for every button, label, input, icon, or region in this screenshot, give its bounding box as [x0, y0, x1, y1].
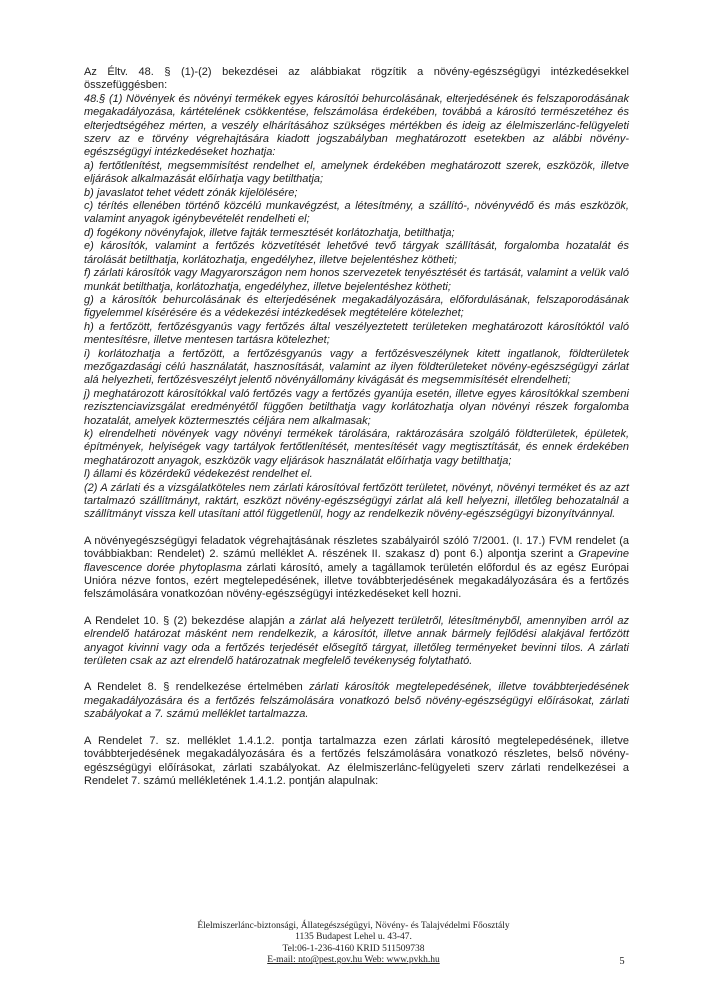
footer-address: 1135 Budapest Lehel u. 43-47. [295, 932, 412, 943]
paragraph [84, 160, 629, 187]
paragraph [84, 294, 629, 321]
footer-department: Élelmiszerlánc-biztonsági, Állategészségügyi, Növény- és Talajvédelmi Főosztály [197, 921, 510, 931]
text-run: Grapevine flavescence dorée phytoplasma [84, 548, 629, 574]
text-run: h) a fertőzött, fertőzésgyanús vagy fertőzés által veszélyeztetett területeken meghatározott károsítóktól való mentesítésre, illetve mentesen tartásra kötelezhet; [84, 320, 629, 347]
text-run: zárlati károsító, amely a tagállamok területén előfordul és az egész Európai Unióra nézve fontos, ezért megtelepedésének, illetve továbbterjedésének megakadályozására és a fertőzés felszámolására vonatkozóan növény-egészségügyi intézkedéseket kell hozni. [84, 561, 629, 601]
text-run: j) meghatározott károsítókkal való fertőzés vagy a fertőzés gyanúja esetén, illetve egyes károsítókkal szembeni rezisztenciavizsgálat eredményétől függően betilthatja vagy korlátozhatja olyan növényi részek forgalomba hozatalát, amelyek köztermesztés céljára nem alkalmasak; [84, 387, 629, 427]
paragraph [84, 535, 629, 602]
paragraph [84, 482, 629, 522]
paragraph [84, 681, 629, 721]
paragraph [84, 348, 629, 388]
text-run: a zárlat alá helyezett területről, létesítményből, amennyiben arról az elrendelő határozat másként nem rendelkezik, a károsítót, illetve annak bármely fejlődési alakjával fertőzött anyagot kivinni vagy oda a fertőzés terjedését elősegítő tárgyat, illetőleg terményeket bevinni tilos. A zárlati területen csak az azt elrendelő határozatnak megfelelő tevékenység folytatható. [84, 614, 629, 668]
text-run: c) térítés ellenében történő közcélú munkavégzést, a létesítmény, a szállító-, növényvédő és más eszközök, valamint anyagok igénybevételét rendelheti el; [84, 200, 629, 226]
page-footer [0, 921, 707, 967]
paragraph [84, 735, 629, 789]
page-number: 5 [619, 956, 625, 967]
paragraph [84, 227, 629, 240]
text-run: d) fogékony növényfajok, illetve fajták termesztését korlátozhatja, betilthatja; [84, 226, 455, 239]
paragraph [84, 240, 629, 267]
text-run: g) a károsítók behurcolásának és elterjedésének megakadályozására, előfordulásának, felszaporodásának figyelemmel kísérésére és a védekezési intézkedések megtételére kötelezhet; [84, 293, 629, 320]
paragraph [84, 388, 629, 428]
text-run: A Rendelet 7. sz. melléklet 1.4.1.2. pontja tartalmazza ezen zárlati károsító megtelepedésének, illetve továbbterjedésének megakadályozására és a fertőzés felszámolására vonatkozó részletes, belső növény-egészségügyi előírásokat, zárlati szabályokat. Az élelmiszerlánc-felügyeleti szerv zárlati rendelkezései a Rendelet 7. számú mellékletének 1.4.1.2. pontján alapulnak: [84, 734, 629, 787]
text-run: 48.§ (1) Növények és növényi termékek egyes károsítói behurcolásának, elterjedésének és felszaporodásának megakadályozása, kártételének csökkentése, felszámolása érdekében, továbbá a károsító természetéhez és elterjedtségéhez mérten, a veszély elhárításához szükséges mértékben és ideig az élelmiszerlánc-felügyeleti szerv az e törvény végrehajtására kiadott jogszabályban meghatározott esetekben az alábbi növény-egészségügyi intézkedéseket hozhatja: [84, 92, 629, 159]
paragraph [84, 428, 629, 468]
paragraph [84, 200, 629, 227]
text-run: f) zárlati károsítók vagy Magyarországon nem honos szervezetek tenyésztését és tartását, valamint a velük való munkát betilthatja, korlátozhatja, engedélyhez, illetve bejelentéshez kötheti; [84, 267, 629, 293]
paragraph [84, 615, 629, 669]
footer-contact-link[interactable]: E-mail: nto@pest.gov.hu Web: www.pvkh.hu [267, 955, 440, 966]
text-run: i) korlátozhatja a fertőzött, a fertőzésgyanús vagy a fertőzésveszélynek kitett ingatlanok, földterületek mezőgazdasági célú használatát, hasznosítását, valamint az ilyen földterületeket növény-egészségügyi zárlat alá helyezheti, fertőzésveszélyt jelentő növényállomány kivágását és megsemmisítését elrendelheti; [84, 347, 629, 387]
text-run: k) elrendelheti növények vagy növényi termékek tárolására, raktározására szolgáló földterületek, épületek, építmények, helyiségek vagy tartályok fertőtlenítését, mentesítését vagy megtisztítását, és ennek érdekében meghatározott anyagok, eszközök vagy eljárások használatát előírhatja vagy betilthatja; [84, 427, 629, 467]
text-run: e) károsítók, valamint a fertőzés közvetítését lehetővé tevő tárgyak szállítását, forgalomba hozatalát és tárolását betilthatja, korlátozhatja, engedélyhez, illetve bejelentéshez kötheti; [84, 240, 629, 266]
paragraph [84, 93, 629, 160]
paragraph [84, 267, 629, 294]
text-run: A növényegészségügyi feladatok végrehajtásának részletes szabályairól szóló 7/2001. (I. 17.) FVM rendelet (a továbbiakban: Rendelet) 2. számú melléklet A. részének II. szakasz d) pont 6.) alpontja szerint a [84, 534, 629, 561]
paragraph [84, 468, 629, 481]
paragraph [84, 66, 629, 93]
text-run: b) javaslatot tehet védett zónák kijelölésére; [84, 186, 298, 199]
paragraph [84, 321, 629, 348]
text-run: zárlati károsítók megtelepedésének, illetve továbbterjedésének megakadályozására és a fertőzés felszámolására vonatkozó belső növény-egészségügyi előírásokat, zárlati szabályokat a 7. számú melléklet tartalmazza. [84, 681, 629, 721]
text-run: a) fertőtlenítést, megsemmisítést rendelhet el, amelynek érdekében meghatározott szerek, eszközök, illetve eljárások alkalmazását előírhatja vagy betilthatja; [84, 159, 629, 186]
footer-phone: Tel:06-1-236-4160 KRID 511509738 [282, 943, 425, 954]
text-run: A Rendelet 10. § (2) bekezdése alapján [84, 614, 289, 627]
text-run: Az Éltv. 48. § (1)-(2) bekezdései az alábbiakat rögzítik a növény-egészségügyi intézkedésekkel összefüggésben: [84, 66, 629, 92]
text-run: (2) A zárlati és a vizsgálatköteles nem zárlati károsítóval fertőzött területet, növényt, növényi terméket és az azt tartalmazó szállítmányt, raktárt, eszközt növény-egészségügyi zárlat alá kell helyezni, illetőleg behozatalnál a szállítmányt vissza kell utasítani attól függetlenül, hogy az rendelkezik növény-egészségügyi bizonyítvánnyal. [84, 481, 629, 521]
text-run: l) állami és közérdekű védekezést rendelhet el. [84, 468, 313, 481]
text-run: A Rendelet 8. § rendelkezése értelmében [84, 681, 310, 694]
document-body [84, 66, 629, 788]
paragraph [84, 187, 629, 200]
